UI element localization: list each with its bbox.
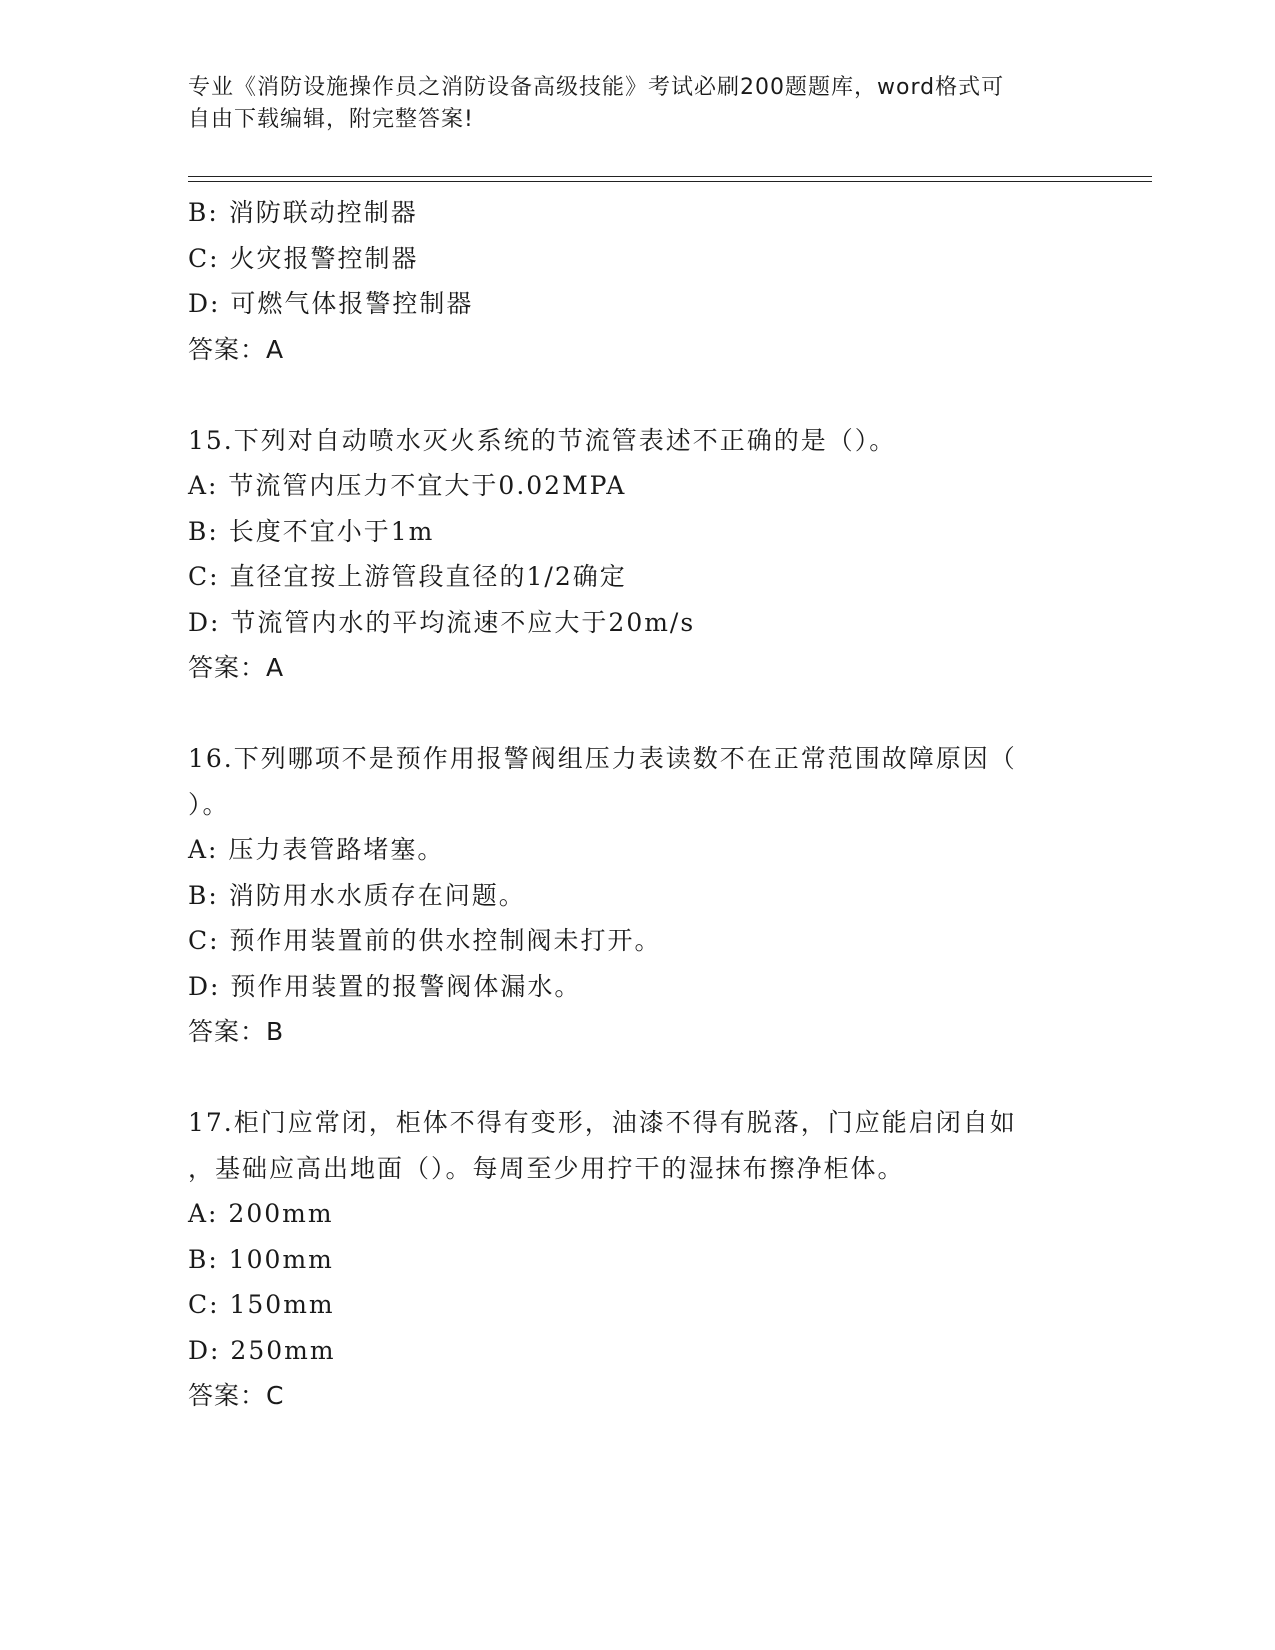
question-17 [188,1100,1088,1419]
option-a: A: 压力表管路堵塞。 [188,835,445,864]
answer-line: 答案：B [188,1017,285,1046]
spacer [188,372,1088,418]
header-divider-top [188,176,1152,177]
option-d: D: 250mm [188,1335,336,1365]
option-b: B: 消防联动控制器 [188,198,418,227]
option-a: A: 节流管内压力不宜大于0.02MPA [188,471,627,500]
option-c: C: 150mm [188,1290,335,1319]
option-c: C: 直径宜按上游管段直径的1/2确定 [188,562,627,591]
option-b: B: 100mm [188,1244,334,1274]
option-a: A: 200mm [188,1199,334,1228]
spacer [188,1055,1088,1101]
carryover-question [188,190,1088,372]
option-c: C: 火灾报警控制器 [188,243,419,273]
option-d: D: 节流管内水的平均流速不应大于20m/s [188,607,696,637]
answer-line: 答案：C [188,1381,285,1410]
question-15 [188,418,1088,691]
option-c: C: 预作用装置前的供水控制阀未打开。 [188,926,662,955]
question-16 [188,736,1088,1055]
header-line-1: 专业《消防设施操作员之消防设备高级技能》考试必刷200题题库，word格式可 [188,75,1005,100]
answer-line: 答案：A [188,653,285,682]
option-b: B: 长度不宜小于1m [188,516,435,546]
question-list [188,190,1088,1419]
question-stem-line-2: ）。 [188,789,230,819]
question-stem: 15.下列对自动喷水灭火系统的节流管表述不正确的是（）。 [188,425,897,455]
question-stem-line-1: 16.下列哪项不是预作用报警阀组压力表读数不在正常范围故障原因（ [188,744,1017,773]
answer-line: 答案：A [188,334,285,364]
header-line-2: 自由下载编辑，附完整答案! [188,107,474,132]
option-d: D: 可燃气体报警控制器 [188,289,474,318]
document-header [188,72,1088,136]
header-divider-bottom [188,181,1152,182]
question-stem-line-1: 17.柜门应常闭，柜体不得有变形，油漆不得有脱落，门应能启闭自如 [188,1108,1017,1137]
question-stem-line-2: ，基础应高出地面（）。每周至少用拧干的湿抹布擦净柜体。 [188,1153,905,1183]
option-b: B: 消防用水水质存在问题。 [188,880,526,910]
option-d: D: 预作用装置的报警阀体漏水。 [188,971,582,1001]
spacer [188,691,1088,737]
